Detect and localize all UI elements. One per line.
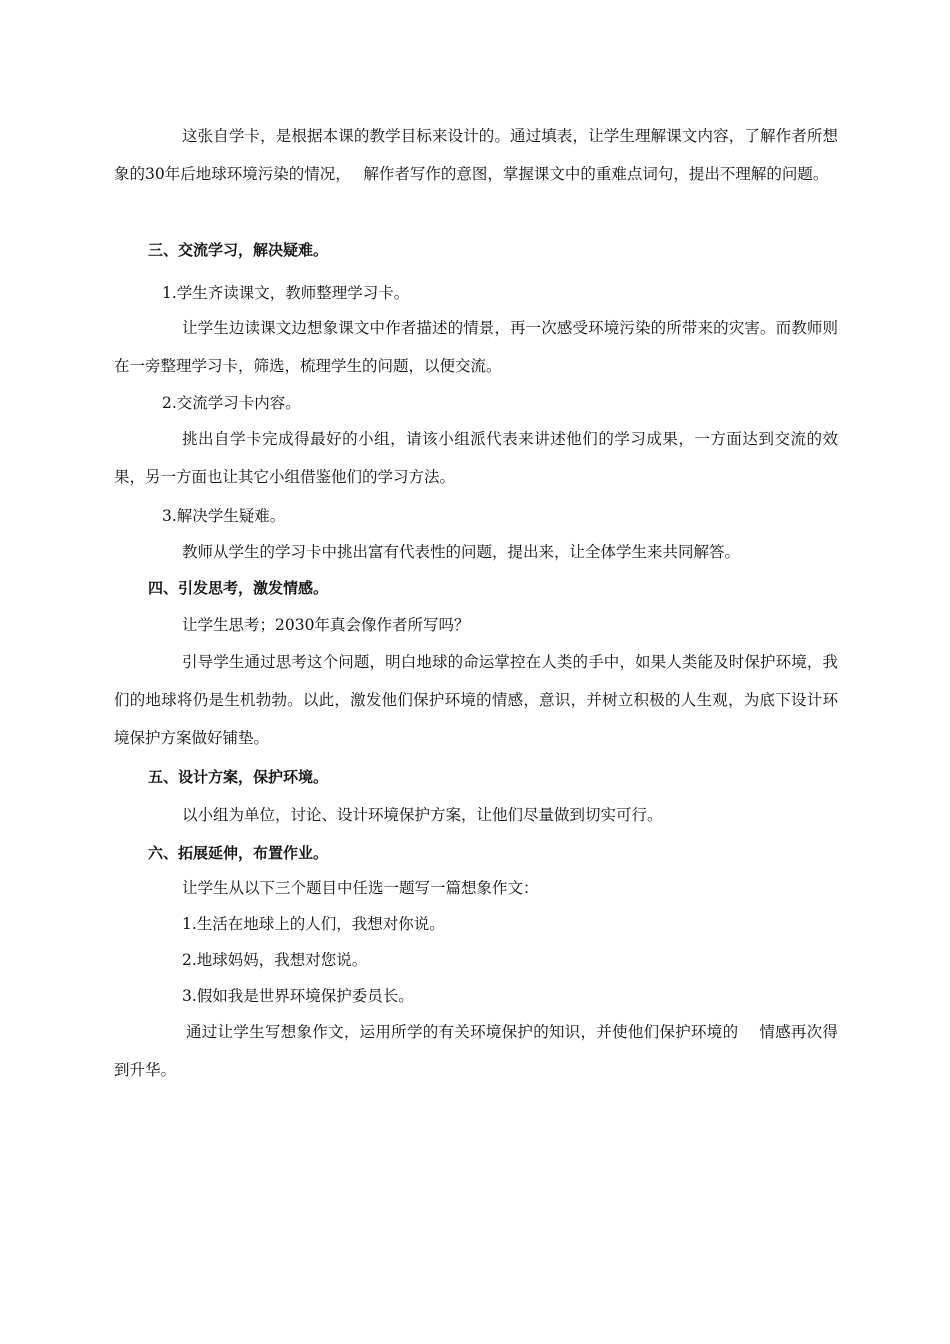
heading-section-4: 四、引发思考，激发情感。: [148, 579, 329, 597]
paragraph-3-3-body: 教师从学生的学习卡中挑出富有代表性的问题，提出来，让全体学生来共同解答。: [182, 543, 741, 561]
paragraph-6-closing: 通过让学生写想象作文，运用所学的有关环境保护的知识，并使他们保护环境的 情感再次得到升华。: [114, 1023, 838, 1079]
heading-section-3: 三、交流学习，解决疑难。: [148, 241, 329, 259]
step-3-2: 2.交流学习卡内容。: [162, 394, 301, 412]
paragraph-6-intro: 让学生从以下三个题目中任选一题写一篇想象作文：: [182, 879, 539, 897]
topic-3: 3.假如我是世界环境保护委员长。: [182, 987, 414, 1005]
paragraph-3-2-body: 挑出自学卡完成得最好的小组，请该小组派代表来讲述他们的学习成果，一方面达到交流的效果，另一方面也让其它小组借鉴他们的学习方法。: [114, 430, 838, 486]
paragraph-4-question: 让学生思考；2030年真会像作者所写吗？: [182, 616, 470, 634]
topic-2: 2.地球妈妈，我想对您说。: [182, 951, 368, 969]
heading-section-5: 五、设计方案，保护环境。: [148, 768, 329, 786]
topic-1: 1.生活在地球上的人们，我想对你说。: [182, 915, 445, 933]
heading-section-6: 六、拓展延伸，布置作业。: [148, 844, 329, 862]
paragraph-3-1-body: 让学生边读课文边想象课文中作者描述的情景，再一次感受环境污染的所带来的灾害。而教师则在一旁整理学习卡，筛选，梳理学生的问题，以便交流。: [114, 319, 838, 375]
paragraph-5-body: 以小组为单位，讨论、设计环境保护方案，让他们尽量做到切实可行。: [182, 806, 663, 824]
step-3-3: 3.解决学生疑难。: [162, 507, 286, 525]
paragraph-self-study-card: 这张自学卡，是根据本课的教学目标来设计的。通过填表，让学生理解课文内容，了解作者所想象的30年后地球环境污染的情况， 解作者写作的意图，掌握课文中的重难点词句，提出不理解的问题。: [114, 127, 838, 183]
paragraph-4-body: 引导学生通过思考这个问题，明白地球的命运掌控在人类的手中，如果人类能及时保护环境，我们的地球将仍是生机勃勃。以此，激发他们保护环境的情感，意识，并树立积极的人生观，为底下设计环境保护方案做好铺垫。: [114, 653, 838, 747]
step-3-1: 1.学生齐读课文，教师整理学习卡。: [162, 284, 410, 302]
